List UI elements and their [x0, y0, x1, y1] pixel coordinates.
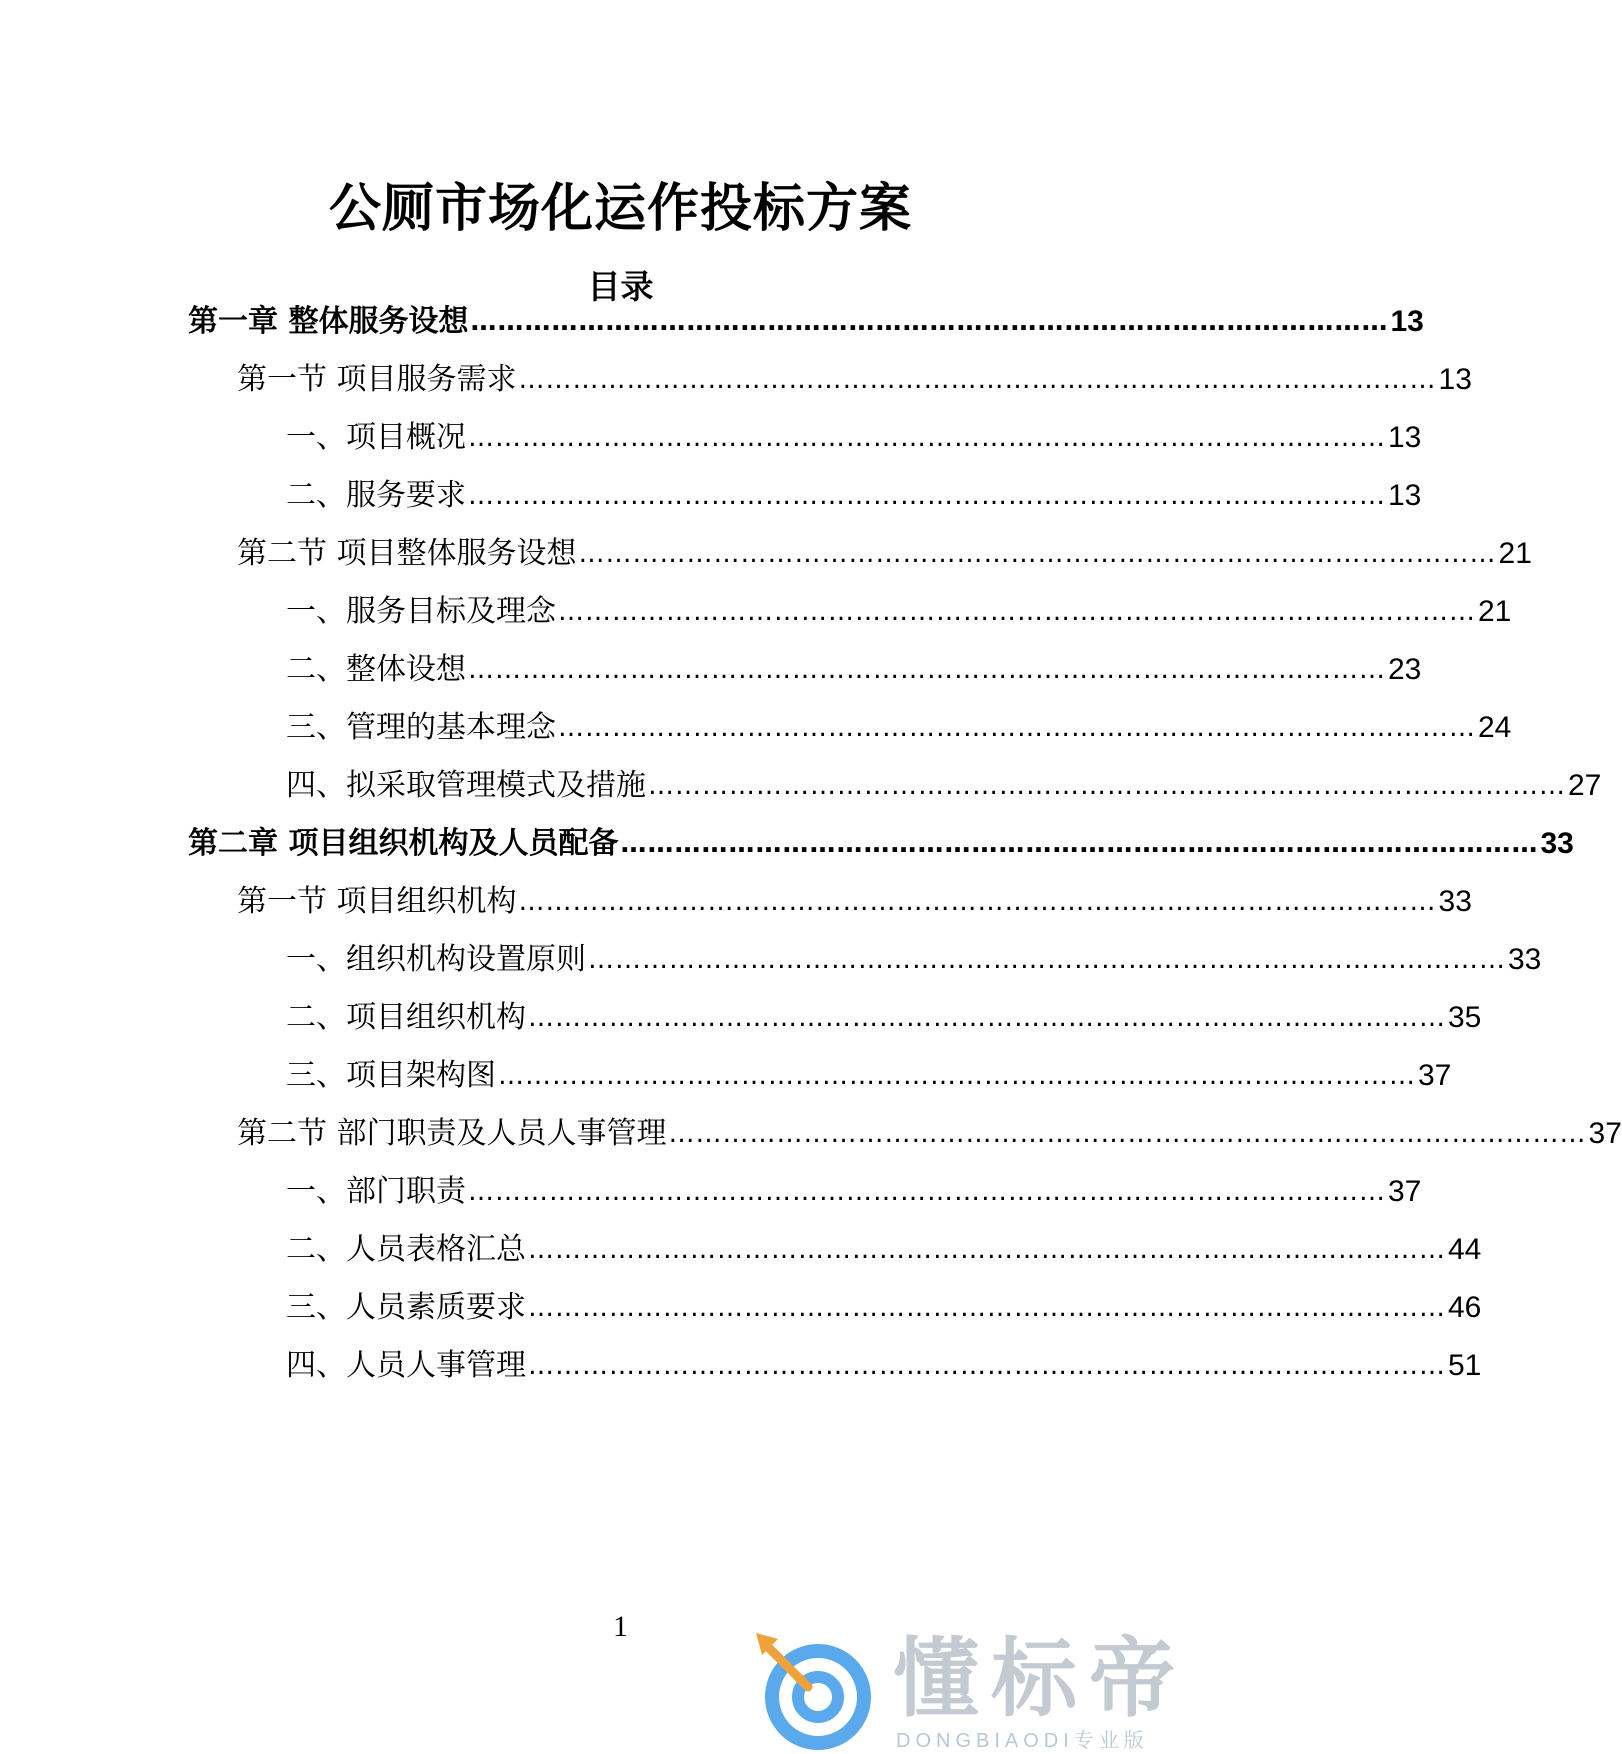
toc-leader-dots: …………………………………………………………………………………………	[668, 1119, 1587, 1149]
toc-entry-text: 二、服务要求	[286, 478, 466, 513]
toc-leader-dots: …………………………………………………………………………………………	[528, 1235, 1446, 1265]
toc-leader-dots: …………………………………………………………………………………………	[588, 945, 1506, 975]
toc-entry-page: 35	[1448, 1001, 1482, 1034]
toc-entry-subsection[interactable]	[286, 1226, 1482, 1270]
toc-leader-dots: …………………………………………………………………………………………	[468, 655, 1386, 685]
toc-entry-chapter-1[interactable]	[188, 298, 1424, 342]
toc-leader-dots: …………………………………………………………………………………………	[528, 1003, 1446, 1033]
toc-heading: 目录	[587, 267, 654, 306]
toc-entry-section[interactable]	[237, 878, 1472, 922]
toc-entry-subsection[interactable]	[286, 1284, 1482, 1328]
toc-entry-page: 33	[1540, 827, 1574, 860]
watermark-brand: 懂标帝	[893, 1629, 1187, 1729]
toc-entry-text: 第二节 项目整体服务设想	[237, 536, 577, 571]
toc-entry-page: 13	[1388, 421, 1422, 454]
toc-leader-dots: …………………………………………………………………………………………	[558, 713, 1476, 743]
toc-entry-page: 37	[1588, 1117, 1622, 1150]
toc-entry-subsection[interactable]	[286, 1168, 1422, 1212]
toc-entry-section[interactable]	[237, 356, 1472, 400]
toc-leader-dots: …………………………………………………………………………………………	[468, 481, 1386, 511]
toc-entry-page: 46	[1448, 1291, 1482, 1324]
toc-entry-text: 二、整体设想	[286, 652, 466, 687]
toc-entry-text: 第一节 项目服务需求	[237, 362, 517, 397]
toc-entry-subsection[interactable]	[286, 646, 1422, 690]
toc-leader-dots: …………………………………………………………………………………………	[558, 597, 1476, 627]
toc-entry-text: 第一节 项目组织机构	[237, 884, 517, 919]
toc-entry-subsection[interactable]	[286, 936, 1542, 980]
toc-entry-section[interactable]	[237, 530, 1532, 574]
toc-entry-page: 23	[1388, 653, 1422, 686]
toc-entry-page: 21	[1498, 537, 1532, 570]
toc-entry-subsection[interactable]	[286, 472, 1422, 516]
toc-entry-page: 24	[1478, 711, 1512, 744]
toc-entry-text: 二、人员表格汇总	[286, 1232, 526, 1267]
toc-entry-text: 第二节 部门职责及人员人事管理	[237, 1116, 667, 1151]
toc-entry-text: 一、部门职责	[286, 1174, 466, 1209]
toc-entry-subsection[interactable]	[286, 994, 1482, 1038]
toc-leader-dots: …………………………………………………………………………………………	[528, 1293, 1446, 1323]
toc-entry-chapter-2[interactable]	[188, 820, 1574, 864]
toc-leader-dots: …………………………………………………………………………………………	[648, 771, 1566, 801]
toc-entry-text: 三、人员素质要求	[286, 1290, 526, 1325]
toc-entry-page: 44	[1448, 1233, 1482, 1266]
toc-leader-dots: …………………………………………………………………………………………	[578, 539, 1497, 569]
toc-entry-text: 二、项目组织机构	[286, 1000, 526, 1035]
toc-entry-text: 四、人员人事管理	[286, 1348, 526, 1383]
toc-entry-page: 37	[1388, 1175, 1422, 1208]
watermark	[748, 1625, 1241, 1754]
toc-entry-text: 一、组织机构设置原则	[286, 942, 586, 977]
toc-entry-page: 37	[1418, 1059, 1452, 1092]
toc-leader-dots: …………………………………………………………………………………………	[468, 1177, 1386, 1207]
toc-entry-subsection[interactable]	[286, 1052, 1452, 1096]
toc-entry-subsection[interactable]	[286, 704, 1512, 748]
toc-entry-text: 第一章 整体服务设想	[188, 304, 469, 339]
toc-entry-text: 四、拟采取管理模式及措施	[286, 768, 646, 803]
toc-entry-page: 51	[1448, 1349, 1482, 1382]
toc-entry-subsection[interactable]	[286, 1342, 1482, 1386]
toc-entry-page: 13	[1438, 363, 1472, 396]
toc-leader-dots: …………………………………………………………………………………………	[518, 887, 1437, 917]
toc-leader-dots: …………………………………………………………………………………………	[470, 307, 1389, 337]
toc-leader-dots: …………………………………………………………………………………………	[620, 829, 1539, 859]
toc-entry-subsection[interactable]	[286, 762, 1602, 806]
toc-leader-dots: …………………………………………………………………………………………	[468, 423, 1386, 453]
toc-entry-page: 21	[1478, 595, 1512, 628]
toc-leader-dots: …………………………………………………………………………………………	[498, 1061, 1416, 1091]
toc-entry-section[interactable]	[237, 1110, 1622, 1154]
toc-entry-text: 一、服务目标及理念	[286, 594, 556, 629]
toc-entry-page: 33	[1438, 885, 1472, 918]
toc-entry-page: 13	[1390, 305, 1424, 338]
target-arrow-icon	[748, 1625, 878, 1754]
toc-entry-text: 三、管理的基本理念	[286, 710, 556, 745]
toc-entry-page: 33	[1508, 943, 1542, 976]
toc-entry-subsection[interactable]	[286, 588, 1512, 632]
toc-entry-text: 第二章 项目组织机构及人员配备	[188, 826, 619, 861]
toc-leader-dots: …………………………………………………………………………………………	[518, 365, 1437, 395]
document-title: 公厕市场化运作投标方案	[328, 179, 912, 239]
toc-entry-text: 一、项目概况	[286, 420, 466, 455]
toc-entry-text: 三、项目架构图	[286, 1058, 496, 1093]
toc-leader-dots: …………………………………………………………………………………………	[528, 1351, 1446, 1381]
toc-entry-page: 13	[1388, 479, 1422, 512]
watermark-subtitle: DONGBIAODI专业版	[896, 1730, 1149, 1752]
page-number: 1	[613, 1610, 628, 1643]
toc-entry-page: 27	[1568, 769, 1602, 802]
toc-entry-subsection[interactable]	[286, 414, 1422, 458]
